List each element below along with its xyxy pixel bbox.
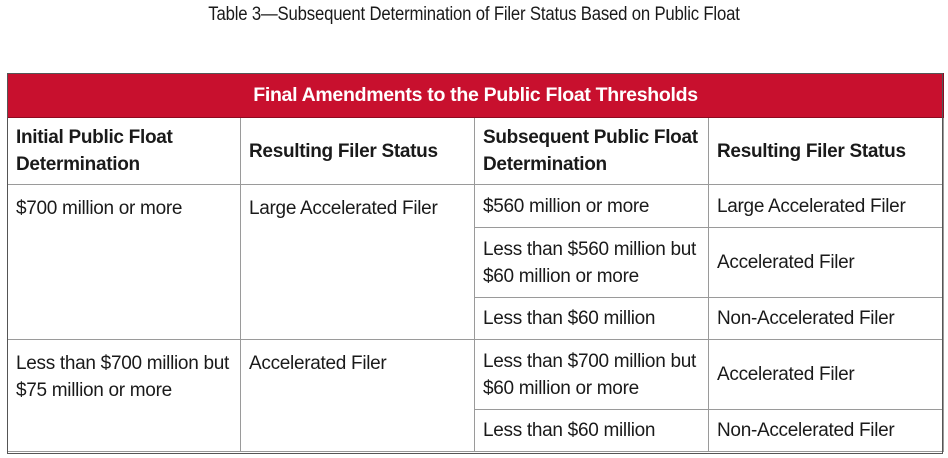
- initial-float-cell: Less than $700 million but $75 million or more: [8, 340, 241, 452]
- header-subsequent-public-float: Subsequent Public Float Determination: [475, 118, 709, 185]
- table-header-row: [8, 118, 944, 185]
- initial-float-cell: $700 million or more: [8, 185, 241, 340]
- initial-status-cell: Large Accelerated Filer: [241, 185, 475, 340]
- subsequent-float-cell: Less than $60 million: [475, 410, 709, 452]
- subsequent-float-cell: Less than $560 million but $60 million or more: [475, 228, 709, 298]
- subsequent-float-cell: $560 million or more: [475, 185, 709, 228]
- table-caption: Table 3—Subsequent Determination of Filer Status Based on Public Float: [208, 4, 740, 25]
- table-row: [8, 185, 944, 228]
- resulting-status-cell: Non-Accelerated Filer: [709, 410, 944, 452]
- resulting-status-cell: Non-Accelerated Filer: [709, 298, 944, 340]
- header-resulting-filer-status: Resulting Filer Status: [241, 118, 475, 185]
- header-resulting-filer-status-2: Resulting Filer Status: [709, 118, 944, 185]
- resulting-status-cell: Large Accelerated Filer: [709, 185, 944, 228]
- table-banner: Final Amendments to the Public Float Thresholds: [8, 74, 944, 118]
- table-row: [8, 340, 944, 410]
- subsequent-float-cell: Less than $700 million but $60 million or more: [475, 340, 709, 410]
- resulting-status-cell: Accelerated Filer: [709, 340, 944, 410]
- public-float-table: [7, 73, 944, 452]
- header-initial-public-float: Initial Public Float Determination: [8, 118, 241, 185]
- initial-status-cell: Accelerated Filer: [241, 340, 475, 452]
- resulting-status-cell: Accelerated Filer: [709, 228, 944, 298]
- subsequent-float-cell: Less than $60 million: [475, 298, 709, 340]
